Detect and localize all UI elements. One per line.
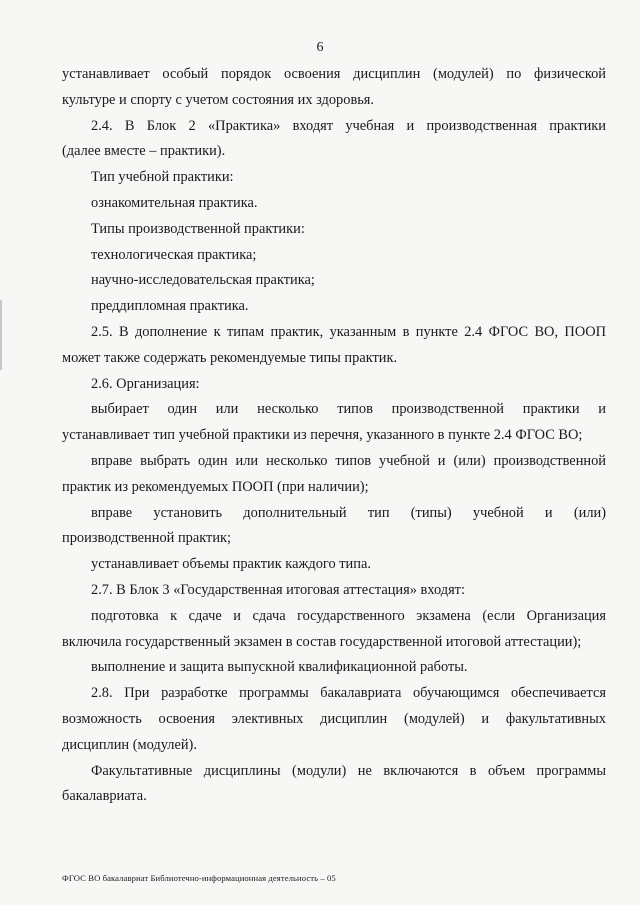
scan-edge-mark — [0, 300, 2, 370]
text-line: Тип учебной практики: — [91, 169, 234, 186]
text-line: выполнение и защита выпускной квалификационной работы. — [91, 659, 468, 676]
text-line: 2.8. При разработке программы бакалавриата обучающимся обеспечивается — [91, 685, 606, 702]
text-line: 2.7. В Блок 3 «Государственная итоговая аттестация» входят: — [91, 581, 465, 598]
document-body — [62, 62, 606, 810]
text-line: 2.6. Организация: — [91, 375, 200, 392]
text-line: ознакомительная практика. — [91, 194, 258, 211]
text-line: дисциплин (модулей). — [62, 736, 197, 753]
text-line: производственной практик; — [62, 530, 232, 547]
text-line: 2.5. В дополнение к типам практик, указанным в пункте 2.4 ФГОС ВО, ПООП — [91, 323, 606, 340]
text-line: Типы производственной практики: — [91, 220, 305, 237]
text-line: бакалавриата. — [62, 788, 147, 805]
text-line: преддипломная практика. — [91, 298, 249, 315]
text-line: научно-исследовательская практика; — [91, 272, 315, 289]
text-line: устанавливает тип учебной практики из перечня, указанного в пункте 2.4 ФГОС ВО; — [62, 427, 583, 444]
text-line: культуре и спорту с учетом состояния их здоровья. — [62, 91, 375, 108]
footer-note: ФГОС ВО бакалавриат Библиотечно-информационная деятельность – 05 — [62, 873, 336, 883]
text-line: устанавливает особый порядок освоения дисциплин (модулей) по физической — [62, 66, 606, 82]
page-number: 6 — [316, 40, 324, 55]
text-line: включила государственный экзамен в состав государственной итоговой аттестации); — [62, 633, 582, 650]
text-line: практик из рекомендуемых ПООП (при наличии); — [62, 478, 369, 495]
text-line: может также содержать рекомендуемые типы практик. — [62, 349, 398, 366]
text-line: технологическая практика; — [91, 246, 257, 263]
text-line: 2.4. В Блок 2 «Практика» входят учебная и производственная практики — [91, 117, 606, 134]
text-line: возможность освоения элективных дисциплин (модулей) и факультативных — [62, 710, 606, 727]
text-line: (далее вместе – практики). — [62, 143, 226, 160]
text-line: устанавливает объемы практик каждого типа. — [91, 556, 371, 573]
text-line: вправе выбрать один или несколько типов учебной и (или) производственной — [91, 452, 606, 469]
text-line: выбирает один или несколько типов производственной практики и — [91, 401, 606, 418]
text-line: Факультативные дисциплины (модули) не включаются в объем программы — [91, 762, 606, 779]
text-line: подготовка к сдаче и сдача государственного экзамена (если Организация — [91, 607, 606, 624]
text-line: вправе установить дополнительный тип (типы) учебной и (или) — [91, 504, 606, 521]
